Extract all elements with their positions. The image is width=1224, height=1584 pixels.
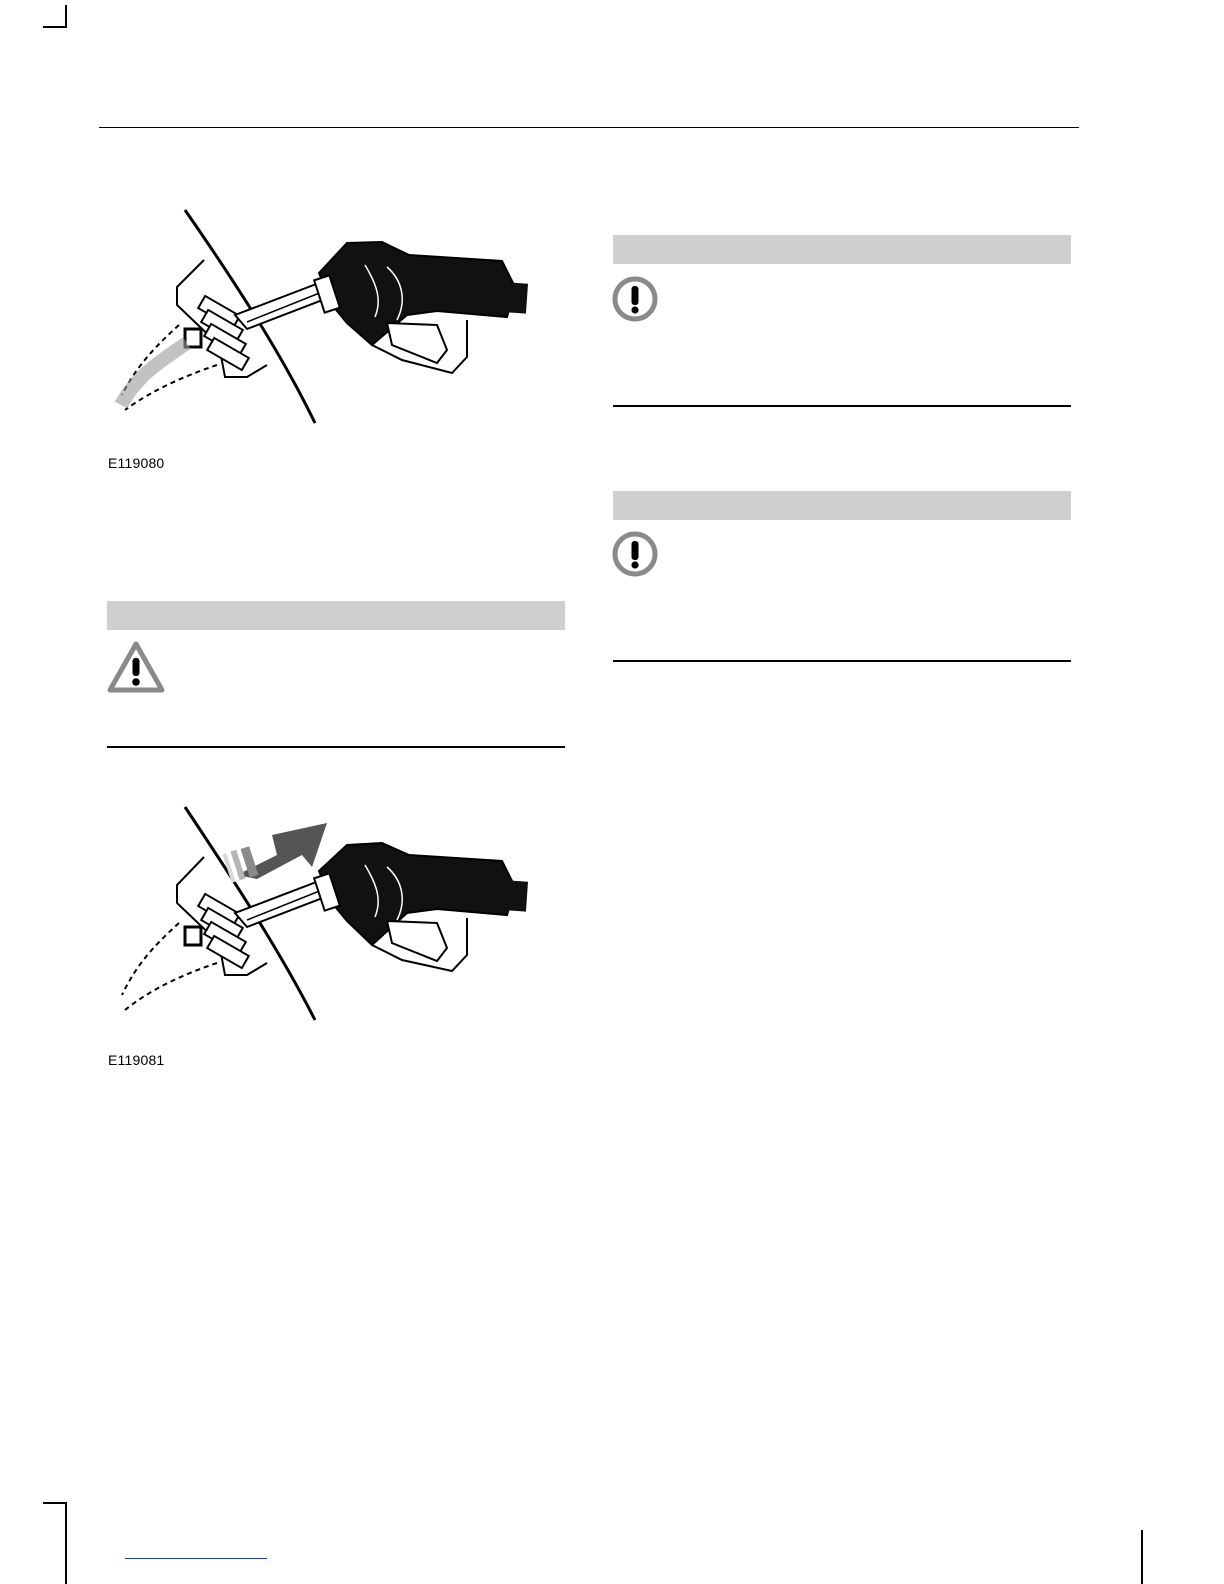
caution-header-band [613,491,1071,520]
fuel-nozzle-inserted-illustration [107,195,567,435]
warning-bottom-rule [107,746,565,748]
caution-exclamation-icon [612,531,658,577]
caution-header-band [613,235,1071,264]
crop-mark-bottom-left-vertical [65,1502,67,1584]
figure-label: E119080 [108,455,165,471]
figure-label: E119081 [108,1052,165,1068]
fuel-nozzle-removal-illustration [107,795,567,1035]
figure-fuel-nozzle-removal [107,795,567,1035]
header-rule [99,127,1079,128]
crop-mark-bottom-left-horizontal [43,1502,67,1504]
warning-triangle-icon [107,641,165,693]
footer-link-underline[interactable] [125,1558,267,1559]
crop-mark-top-left-horizontal [43,26,67,28]
crop-mark-top-left-vertical [65,5,67,28]
caution-bottom-rule [613,405,1071,407]
caution-exclamation-icon [612,276,658,322]
warning-header-band [107,601,565,630]
caution-bottom-rule [613,660,1071,662]
crop-mark-bottom-right-vertical [1141,1530,1143,1584]
figure-fuel-nozzle-inserted [107,195,567,435]
